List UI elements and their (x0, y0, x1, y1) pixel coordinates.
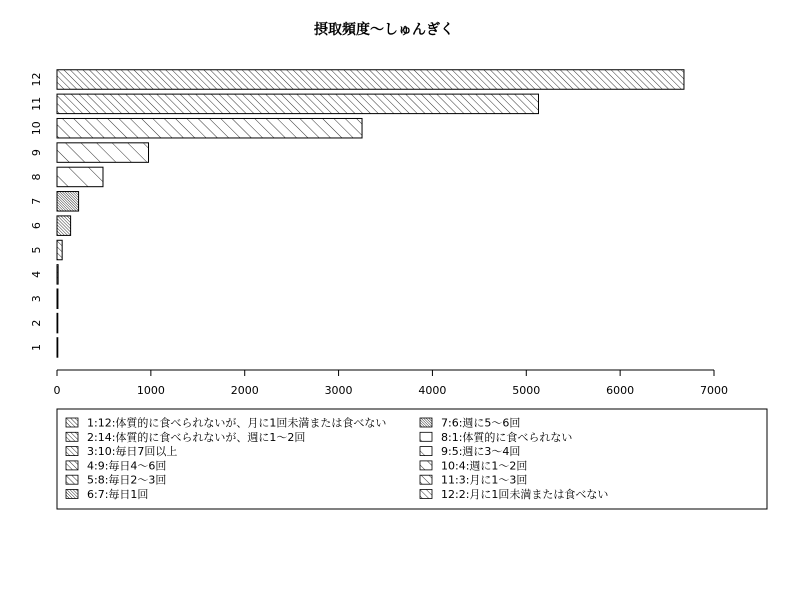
y-tick-label-10: 10 (30, 121, 43, 136)
y-axis (30, 73, 43, 351)
x-tick-label-5000: 5000 (512, 384, 541, 397)
x-tick-label-0: 0 (53, 384, 61, 397)
bars-group (57, 70, 684, 357)
y-tick-label-3: 3 (30, 295, 43, 303)
legend-label-4: 4:9:毎日4〜6回 (87, 459, 167, 473)
bar-6 (57, 216, 71, 236)
bar-4 (57, 265, 58, 285)
legend-label-5: 5:8:毎日2〜3回 (87, 473, 167, 487)
bar-12 (57, 70, 684, 90)
bar-5 (57, 240, 62, 260)
legend-swatch-11 (420, 475, 432, 484)
y-tick-label-11: 11 (30, 96, 43, 111)
legend-label-1: 1:12:体質的に食べられないが、月に1回未満または食べない (87, 416, 387, 430)
x-tick-label-6000: 6000 (606, 384, 635, 397)
y-tick-label-5: 5 (30, 246, 43, 254)
legend-swatch-6 (66, 490, 78, 499)
x-tick-label-4000: 4000 (418, 384, 447, 397)
bar-9 (57, 143, 149, 163)
legend-label-12: 12:2:月に1回未満または食べない (441, 488, 609, 501)
chart-title: 摂取頻度〜しゅんぎく (314, 22, 454, 38)
legend-swatch-8 (420, 432, 432, 441)
legend-label-8: 8:1:体質的に食べられない (441, 430, 573, 444)
y-tick-label-1: 1 (30, 343, 43, 351)
x-tick-label-7000: 7000 (700, 384, 728, 397)
y-tick-label-7: 7 (30, 197, 43, 205)
legend (57, 409, 767, 509)
bar-1 (57, 338, 58, 358)
legend-swatch-1 (66, 418, 78, 427)
bar-11 (57, 94, 538, 114)
legend-swatch-9 (420, 447, 432, 456)
bar-7 (57, 192, 79, 212)
y-tick-label-6: 6 (30, 222, 43, 230)
y-tick-label-2: 2 (30, 319, 43, 327)
legend-label-7: 7:6:週に5〜6回 (441, 416, 521, 430)
y-tick-label-9: 9 (30, 149, 43, 157)
x-tick-label-1000: 1000 (136, 384, 165, 397)
y-tick-label-8: 8 (30, 173, 43, 181)
legend-label-3: 3:10:毎日7回以上 (87, 445, 178, 459)
legend-label-2: 2:14:体質的に食べられないが、週に1〜2回 (87, 430, 306, 444)
legend-swatch-3 (66, 447, 78, 456)
legend-label-11: 11:3:月に1〜3回 (441, 473, 528, 487)
legend-swatch-5 (66, 475, 78, 484)
bar-2 (57, 313, 58, 333)
legend-label-6: 6:7:毎日1回 (87, 488, 149, 501)
y-tick-label-12: 12 (30, 72, 43, 87)
x-tick-label-3000: 3000 (324, 384, 353, 397)
bar-8 (57, 167, 103, 187)
y-tick-label-4: 4 (30, 270, 43, 278)
legend-swatch-4 (66, 461, 78, 470)
x-tick-label-2000: 2000 (230, 384, 259, 397)
legend-swatch-7 (420, 418, 432, 427)
x-axis (54, 370, 729, 397)
legend-swatch-2 (66, 432, 78, 441)
legend-swatch-12 (420, 490, 432, 499)
legend-label-9: 9:5:週に3〜4回 (441, 445, 521, 459)
legend-label-10: 10:4:週に1〜2回 (441, 459, 528, 473)
bar-10 (57, 118, 362, 138)
bar-3 (57, 289, 58, 309)
legend-swatch-10 (420, 461, 432, 470)
